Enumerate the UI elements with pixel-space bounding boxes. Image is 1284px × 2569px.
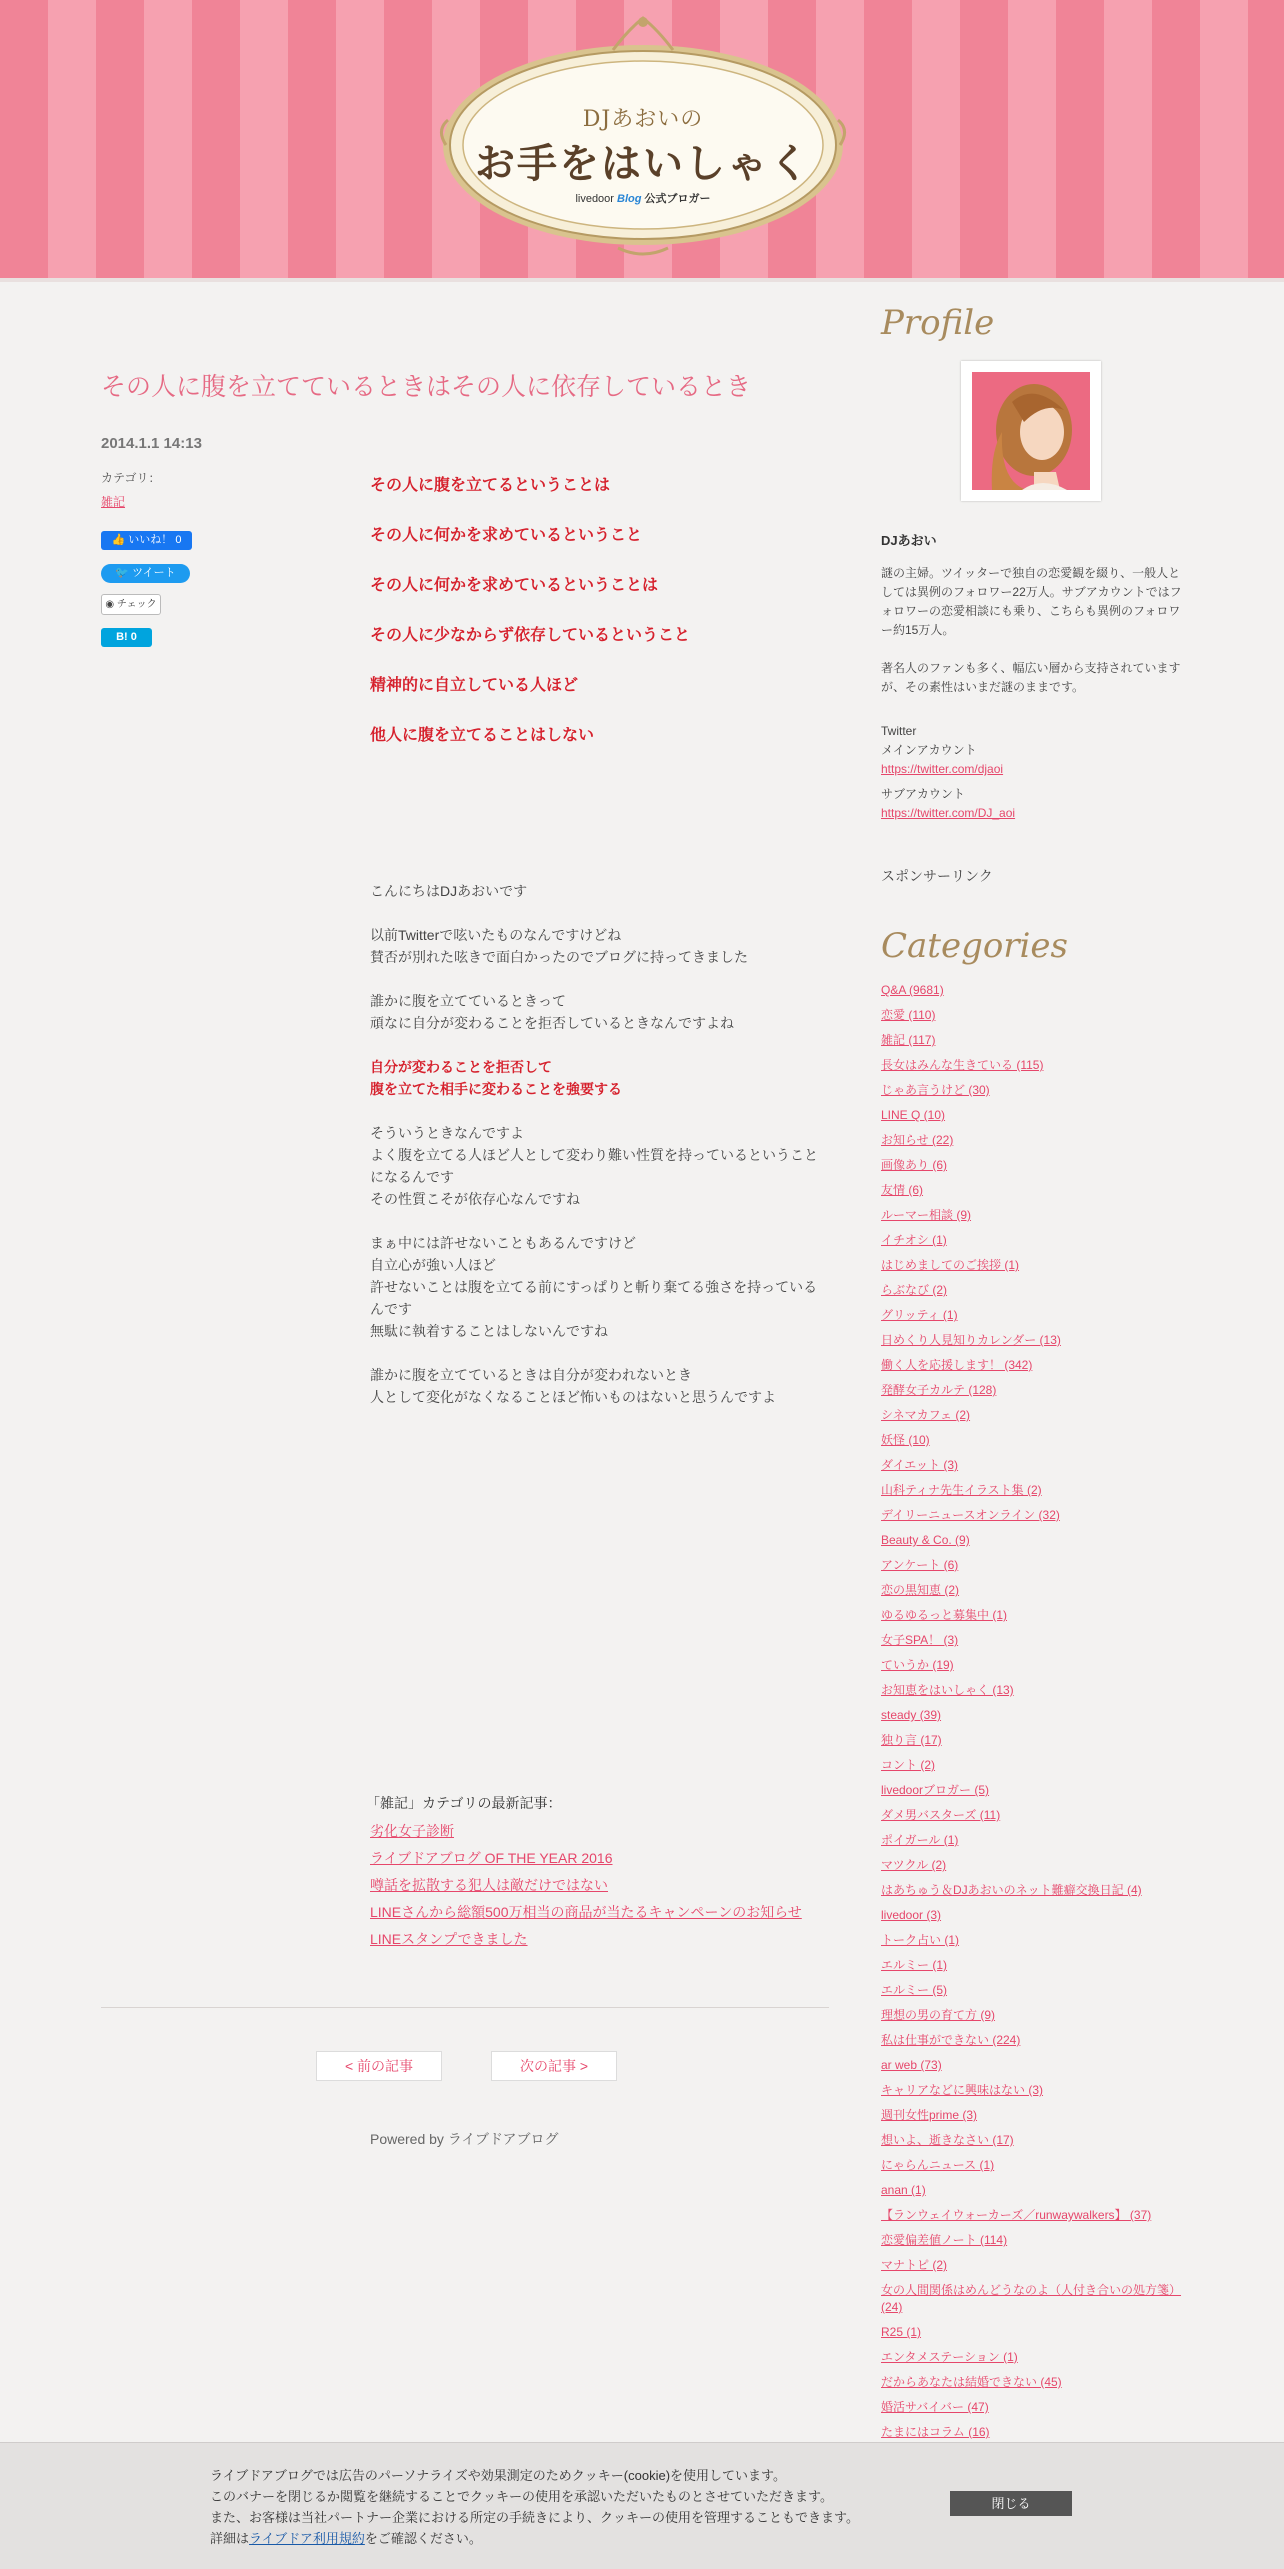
lead-line: 他人に腹を立てることはしない — [370, 727, 595, 744]
category-item-link[interactable]: livedoor (3) — [881, 1908, 942, 1922]
category-item-link[interactable]: ポイガール (1) — [881, 1833, 959, 1847]
avatar-illustration — [972, 372, 1090, 490]
category-item — [881, 1532, 1191, 1549]
category-item-link[interactable]: R25 (1) — [881, 2325, 922, 2339]
category-item — [881, 2282, 1191, 2316]
category-item-link[interactable]: シネマカフェ (2) — [881, 1408, 971, 1422]
category-item — [881, 1682, 1191, 1699]
category-item — [881, 1582, 1191, 1599]
category-item — [881, 1207, 1191, 1224]
category-label: カテゴリ： — [101, 471, 161, 485]
category-item-link[interactable]: 私は仕事ができない (224) — [881, 2033, 1021, 2047]
category-item-link[interactable]: 画像あり (6) — [881, 1158, 948, 1172]
category-item — [881, 1607, 1191, 1624]
twitter-heading: Twitter — [881, 724, 917, 738]
post-body — [370, 880, 830, 1430]
category-item-link[interactable]: 発酵女子カルテ (128) — [881, 1383, 997, 1397]
category-item — [881, 2207, 1191, 2224]
category-item — [881, 1232, 1191, 1249]
categories-heading: Categories — [881, 926, 1068, 966]
logo-livedoor: livedoor — [575, 193, 614, 205]
sub-account-label: サブアカウント — [881, 787, 965, 801]
check-label: チェック — [116, 599, 157, 610]
recent-article-item — [370, 1928, 830, 1955]
category-item-link[interactable]: エルミー (5) — [881, 1983, 948, 1997]
recent-articles-list — [370, 1820, 830, 1955]
category-item-link[interactable]: トーク占い (1) — [881, 1933, 960, 1947]
category-item — [881, 1782, 1191, 1799]
terms-link[interactable]: ライブドア利用規約 — [249, 2531, 365, 2546]
category-item — [881, 1832, 1191, 1849]
category-item-link[interactable]: LINE Q (10) — [881, 1108, 946, 1122]
lead-line: 精神的に自立している人ほど — [370, 677, 579, 694]
category-item — [881, 2374, 1191, 2391]
cookie-line — [210, 2528, 930, 2549]
profile-heading: Profile — [881, 303, 995, 343]
category-item-link[interactable]: エンタメステーション (1) — [881, 2350, 1018, 2364]
category-item-link[interactable]: じゃあ言うけど (30) — [881, 1083, 990, 1097]
category-item-link[interactable]: ていうか (19) — [881, 1658, 954, 1672]
category-link[interactable]: 雑記 — [101, 495, 126, 509]
category-item — [881, 2032, 1191, 2049]
profile-name: DJあおい — [881, 533, 937, 548]
facebook-like-button[interactable] — [101, 531, 192, 550]
category-item — [881, 1432, 1191, 1449]
cookie-line-pre: 詳細は — [210, 2531, 250, 2546]
cookie-line: このバナーを閉じるか閲覧を継続することでクッキーの使用を承認いただいたものとさせていただきます。 — [210, 2489, 833, 2504]
category-item — [881, 1457, 1191, 1474]
category-item — [881, 2157, 1191, 2174]
recent-articles-heading: 「雑記」カテゴリの最新記事： — [366, 1795, 562, 1811]
logo-badge — [438, 190, 848, 206]
category-item-link[interactable]: ダメ男バスターズ (11) — [881, 1808, 1001, 1822]
profile-description — [881, 564, 1186, 716]
category-item-link[interactable]: たまにはコラム (16) — [881, 2425, 990, 2439]
category-item — [881, 1907, 1191, 1924]
logo-blog: Blog — [617, 193, 642, 205]
logo-official: 公式ブロガー — [644, 193, 711, 205]
body-paragraph: 誰かに腹を立てているときは自分が変われないとき 人として変化がなくなることほど怖いものはないと思うんですよ — [370, 1367, 776, 1405]
blog-logo[interactable] — [438, 10, 848, 260]
category-item-link[interactable]: 想いよ、逝きなさい (17) — [881, 2133, 1014, 2147]
main-account-label: メインアカウント — [881, 743, 977, 757]
category-item-link[interactable]: マナトピ (2) — [881, 2258, 948, 2272]
body-paragraph: まぁ中には許せないこともあるんですけど 自立心が強い人ほど 許せないことは腹を立てる前にすっぱりと斬り棄てる強さを持っているんです 無駄に執着することはしないんですね — [370, 1235, 818, 1339]
category-item — [881, 1407, 1191, 1424]
category-item-link[interactable]: 長女はみんな生きている (115) — [881, 1058, 1044, 1072]
category-item-link[interactable]: 恋愛偏差値ノート (114) — [881, 2233, 1008, 2247]
category-item — [881, 2182, 1191, 2199]
category-item — [881, 1482, 1191, 1499]
tweet-button[interactable] — [101, 564, 190, 583]
category-item — [881, 1982, 1191, 1999]
sub-account-link[interactable]: https://twitter.com/DJ_aoi — [881, 806, 1016, 820]
category-item-link[interactable]: 働く人を応援します！ (342) — [881, 1358, 1033, 1372]
category-item — [881, 1507, 1191, 1524]
category-item — [881, 2349, 1191, 2366]
body-paragraph: こんにちはDJあおいです — [370, 883, 528, 899]
recent-article-item — [370, 1901, 830, 1928]
category-item — [881, 1357, 1191, 1374]
category-item — [881, 1657, 1191, 1674]
recent-article-item — [370, 1820, 830, 1847]
check-icon: ◉ — [105, 599, 115, 610]
article-divider — [101, 2007, 829, 2008]
cookie-message — [210, 2465, 930, 2549]
category-item-link[interactable]: Beauty & Co. (9) — [881, 1533, 970, 1547]
category-item-link[interactable]: にゃらんニュース (1) — [881, 2158, 995, 2172]
category-item — [881, 1882, 1191, 1899]
category-item — [881, 1957, 1191, 1974]
category-item-link[interactable]: らぶなび (2) — [881, 1283, 948, 1297]
recent-article-link[interactable]: LINEスタンプできました — [370, 1931, 528, 1947]
category-item — [881, 1707, 1191, 1724]
twitter-bird-icon: 🐦 — [115, 567, 130, 579]
cookie-line-post: をご確認ください。 — [364, 2531, 482, 2546]
category-item-link[interactable]: ar web (73) — [881, 2058, 942, 2072]
category-item-link[interactable]: ルーマー相談 (9) — [881, 1208, 972, 1222]
category-item-link[interactable]: 理想の男の育て方 (9) — [881, 2008, 996, 2022]
category-item-link[interactable]: キャリアなどに興味はない (3) — [881, 2083, 1044, 2097]
recent-article-link[interactable]: ライブドアブログ OF THE YEAR 2016 — [370, 1850, 613, 1866]
post-title: その人に腹を立てているときはその人に依存しているとき — [101, 373, 752, 401]
category-item — [881, 1032, 1191, 1049]
lead-line: その人に少なからず依存しているということ — [370, 627, 691, 644]
cookie-line: また、お客様は当社パートナー企業における所定の手続きにより、クッキーの使用を管理することもできます。 — [210, 2510, 859, 2525]
category-item — [881, 1807, 1191, 1824]
category-item-link[interactable]: 【ランウェイウォーカーズ／runwaywalkers】 (37) — [881, 2208, 1152, 2222]
category-item — [881, 2007, 1191, 2024]
category-item-link[interactable]: 恋愛 (110) — [881, 1008, 936, 1022]
main-account-link[interactable]: https://twitter.com/djaoi — [881, 762, 1004, 776]
sponsor-link-heading: スポンサーリンク — [881, 868, 993, 884]
category-item-link[interactable]: livedoorブロガー (5) — [881, 1783, 990, 1797]
category-item — [881, 1382, 1191, 1399]
category-item — [881, 1757, 1191, 1774]
category-item-link[interactable]: 女子SPA！ (3) — [881, 1633, 959, 1647]
category-item-link[interactable]: エルミー (1) — [881, 1958, 948, 1972]
category-item — [881, 1257, 1191, 1274]
category-item-link[interactable]: はじめましてのご挨拶 (1) — [881, 1258, 1020, 1272]
category-item — [881, 2082, 1191, 2099]
category-item — [881, 1132, 1191, 1149]
logo-title: お手をはいしゃく — [475, 140, 811, 187]
body-paragraph: そういうときなんですよ よく腹を立てる人ほど人として変わり難い性質を持っているということになるんです その性質こそが依存心なんですね — [370, 1125, 818, 1207]
category-item-link[interactable]: 恋の黒知恵 (2) — [881, 1583, 960, 1597]
category-item — [881, 1932, 1191, 1949]
category-item — [881, 1182, 1191, 1199]
category-item-link[interactable]: デイリーニュースオンライン (32) — [881, 1508, 1060, 1522]
recent-article-item — [370, 1847, 830, 1874]
line-check-button[interactable] — [101, 594, 161, 615]
category-item-link[interactable]: 雑記 (117) — [881, 1033, 936, 1047]
category-item-link[interactable]: マツクル (2) — [881, 1858, 947, 1872]
category-item-link[interactable]: 日めくり人見知りカレンダー (13) — [881, 1333, 1061, 1347]
lead-line: その人に何かを求めているということ — [370, 527, 643, 544]
category-item — [881, 1057, 1191, 1074]
category-list — [881, 982, 1191, 2449]
like-label: いいね！ 0 — [128, 534, 182, 546]
category-item — [881, 1632, 1191, 1649]
category-item — [881, 982, 1191, 999]
category-item-link[interactable]: 山科ティナ先生イラスト集 (2) — [881, 1483, 1042, 1497]
profile-desc-1: 謎の主婦。ツイッターで独自の恋愛観を綴り、一般人としては異例のフォロワー22万人。サブアカウントではフォロワーの恋愛相談にも乗り、こちらも異例のフォロワー約15万人。 — [881, 566, 1182, 637]
category-item — [881, 2107, 1191, 2124]
category-item-link[interactable]: 友情 (6) — [881, 1183, 924, 1197]
cookie-close-button[interactable]: 閉じる — [950, 2491, 1072, 2516]
category-item-link[interactable]: お知らせ (22) — [881, 1133, 954, 1147]
category-item — [881, 2257, 1191, 2274]
category-item — [881, 1282, 1191, 1299]
category-item — [881, 1157, 1191, 1174]
category-item — [881, 1307, 1191, 1324]
category-item-link[interactable]: アンケート (6) — [881, 1558, 959, 1572]
category-item-link[interactable]: コント (2) — [881, 1758, 936, 1772]
category-item-link[interactable]: 女の人間関係はめんどうなのよ（人付き合いの処方箋） (24) — [881, 2283, 1182, 2314]
category-item — [881, 2132, 1191, 2149]
category-item — [881, 1107, 1191, 1124]
hatena-bookmark-button[interactable]: B! 0 — [101, 628, 152, 647]
cookie-banner — [0, 2442, 1284, 2569]
category-item — [881, 2424, 1191, 2441]
category-item-link[interactable]: ゆるゆるっと募集中 (1) — [881, 1608, 1008, 1622]
category-item — [881, 1557, 1191, 1574]
category-item-link[interactable]: Q&A (9681) — [881, 983, 944, 997]
category-item — [881, 1332, 1191, 1349]
body-paragraph: 以前Twitterで呟いたものなんですけどね 賛否が別れた呟きで面白かったのでブログに持ってきました — [370, 927, 748, 965]
body-paragraph: 誰かに腹を立てているときって 頑なに自分が変わることを拒否しているときなんですよね — [370, 993, 734, 1031]
category-item — [881, 2057, 1191, 2074]
profile-desc-2: 著名人のファンも多く、幅広い層から支持されていますが、その素性はいまだ謎のままです。 — [881, 661, 1181, 694]
avatar — [961, 361, 1101, 501]
profile-twitter — [881, 722, 1186, 823]
lead-line: その人に何かを求めているということは — [370, 577, 659, 594]
category-item — [881, 1007, 1191, 1024]
logo-subtitle: DJあおいの — [582, 107, 704, 132]
category-item-link[interactable]: 週刊女性prime (3) — [881, 2108, 978, 2122]
category-item-link[interactable]: グリッティ (1) — [881, 1308, 958, 1322]
recent-article-item — [370, 1874, 830, 1901]
category-item — [881, 1732, 1191, 1749]
category-item-link[interactable]: 婚活サバイバー (47) — [881, 2400, 989, 2414]
cookie-line: ライブドアブログでは広告のパーソナライズや効果測定のためクッキー(cookie)を使用しています。 — [210, 2468, 786, 2483]
lead-line: その人に腹を立てるということは — [370, 477, 611, 494]
category-item — [881, 2232, 1191, 2249]
recent-article-link[interactable]: LINEさんから総額500万相当の商品が当たるキャンペーンのお知らせ — [370, 1904, 802, 1920]
category-item-link[interactable]: イチオシ (1) — [881, 1233, 947, 1247]
recent-article-link[interactable]: 噂話を拡散する犯人は敵だけではない — [370, 1877, 608, 1893]
powered-by: Powered by ライブドアブログ — [370, 2131, 559, 2147]
post-date: 2014.1.1 14:13 — [101, 435, 202, 452]
category-item — [881, 2399, 1191, 2416]
category-item-link[interactable]: anan (1) — [881, 2183, 926, 2197]
body-paragraph-emphasis: 自分が変わることを拒否して 腹を立てた相手に変わることを強要する — [370, 1059, 622, 1097]
category-item — [881, 1857, 1191, 1874]
thumbs-up-icon: 👍 — [111, 534, 126, 546]
category-item — [881, 2324, 1191, 2341]
category-item-link[interactable]: だからあなたは結婚できない (45) — [881, 2375, 1062, 2389]
recent-article-link[interactable]: 劣化女子診断 — [370, 1823, 454, 1839]
category-item-link[interactable]: お知恵をはいしゃく (13) — [881, 1683, 1014, 1697]
tweet-label: ツイート — [132, 567, 176, 579]
category-item-link[interactable]: ダイエット (3) — [881, 1458, 959, 1472]
category-item — [881, 1082, 1191, 1099]
next-article-button[interactable]: 次の記事 > — [491, 2051, 617, 2081]
blog-header — [0, 0, 1284, 282]
category-item-link[interactable]: 妖怪 (10) — [881, 1433, 930, 1447]
post-lead — [370, 474, 830, 774]
prev-article-button[interactable]: < 前の記事 — [316, 2051, 442, 2081]
category-item-link[interactable]: steady (39) — [881, 1708, 942, 1722]
category-item-link[interactable]: はあちゅう＆DJあおいのネット難癖交換日記 (4) — [881, 1883, 1142, 1897]
category-item-link[interactable]: 独り言 (17) — [881, 1733, 942, 1747]
